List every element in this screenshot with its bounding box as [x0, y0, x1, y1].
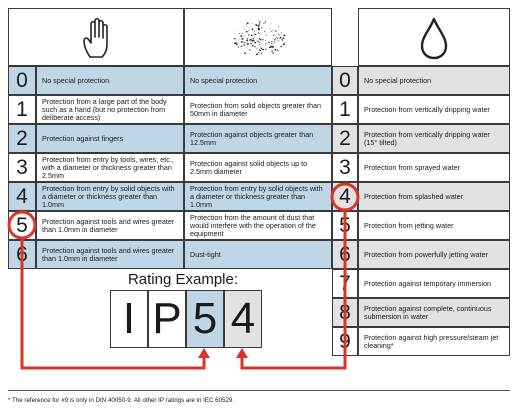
rating-digit-liquids: 4 — [224, 290, 262, 348]
liquids-rating-description: Protection from jetting water — [358, 211, 510, 240]
liquids-rating-description: Protection from splashed water — [358, 182, 510, 211]
liquids-rating-description: Protection against temporary immersion — [358, 269, 510, 298]
solids-rating-description: Protection from entry by tools, wires, etc., with a diameter or thickness greater than 2.5mm — [36, 153, 184, 182]
liquids-rating-description: No special protection — [358, 66, 510, 95]
rating-letter-i: I — [110, 290, 148, 348]
solids-rating-number: 6 — [8, 240, 36, 269]
solids-rating-number: 5 — [8, 211, 36, 240]
dust-rating-description: Protection from entry by solid objects with a diameter or thickness greater than 1.0mm — [184, 182, 332, 211]
dust-rating-description: Protection from solid objects greater than 50mm in diameter — [184, 95, 332, 124]
liquids-rating-description: Protection against high pressure/steam jet cleaning* — [358, 327, 510, 356]
solids-rating-number: 4 — [8, 182, 36, 211]
connector-solids-to-rating — [22, 238, 204, 368]
solids-rating-description: Protection against tools and wires greater than 1.0mm in diameter — [36, 240, 184, 269]
dust-rating-description: Protection against objects greater than 12.5mm — [184, 124, 332, 153]
liquids-rating-number: 8 — [332, 298, 358, 327]
liquids-rating-number: 9 — [332, 327, 358, 356]
solids-rating-description: No special protection — [36, 66, 184, 95]
dust-rating-description: No special protection — [184, 66, 332, 95]
rating-digit-solids: 5 — [186, 290, 224, 348]
solids-rating-number: 3 — [8, 153, 36, 182]
solids-rating-number: 1 — [8, 95, 36, 124]
rating-example-title: Rating Example: — [127, 271, 239, 288]
solids-rating-description: Protection from entry by solid objects with a diameter or thickness greater than 1.0mm — [36, 182, 184, 211]
solids-rating-description: Protection from a large part of the body such as a hand (but no protection from deliberate access) — [36, 95, 184, 124]
liquids-rating-description: Protection from powerfully jetting water — [358, 240, 510, 269]
liquids-rating-number: 4 — [332, 182, 358, 211]
solids-rating-description: Protection against tools and wires greater than 1.0mm in diameter — [36, 211, 184, 240]
rating-letter-p: P — [148, 290, 186, 348]
liquids-rating-number: 1 — [332, 95, 358, 124]
footnote: * The reference for #9 is only in DIN 40050-9. All other IP ratings are in IEC 60529. — [8, 397, 235, 404]
liquids-rating-number: 3 — [332, 153, 358, 182]
highlight-circle-liquids-4 — [332, 184, 358, 210]
dust-rating-description: Protection from the amount of dust that would interfere with the operation of the equipment — [184, 211, 332, 240]
solids-rating-number: 0 — [8, 66, 36, 95]
arrowhead-liquids — [236, 348, 248, 358]
highlight-circle-solids-5 — [9, 212, 35, 238]
liquids-rating-description: Protection from sprayed water — [358, 153, 510, 182]
connector-liquids-to-rating — [242, 210, 345, 368]
liquids-rating-number: 0 — [332, 66, 358, 95]
solids-rating-number: 2 — [8, 124, 36, 153]
dust-rating-description: Protection against solid objects up to 2.5mm diameter — [184, 153, 332, 182]
dust-rating-description: Dust-tight — [184, 240, 332, 269]
liquids-rating-description: Protection from vertically dripping water — [358, 95, 510, 124]
liquids-rating-description: Protection from vertically dripping water (15° tilted) — [358, 124, 510, 153]
liquids-rating-number: 5 — [332, 211, 358, 240]
arrowhead-solids — [198, 348, 210, 358]
footnote-rule — [8, 390, 510, 391]
liquids-rating-number: 2 — [332, 124, 358, 153]
liquids-rating-number: 6 — [332, 240, 358, 269]
solids-rating-description: Protection against fingers — [36, 124, 184, 153]
liquids-rating-number: 7 — [332, 269, 358, 298]
liquids-rating-description: Protection against complete, continuous submersion in water — [358, 298, 510, 327]
